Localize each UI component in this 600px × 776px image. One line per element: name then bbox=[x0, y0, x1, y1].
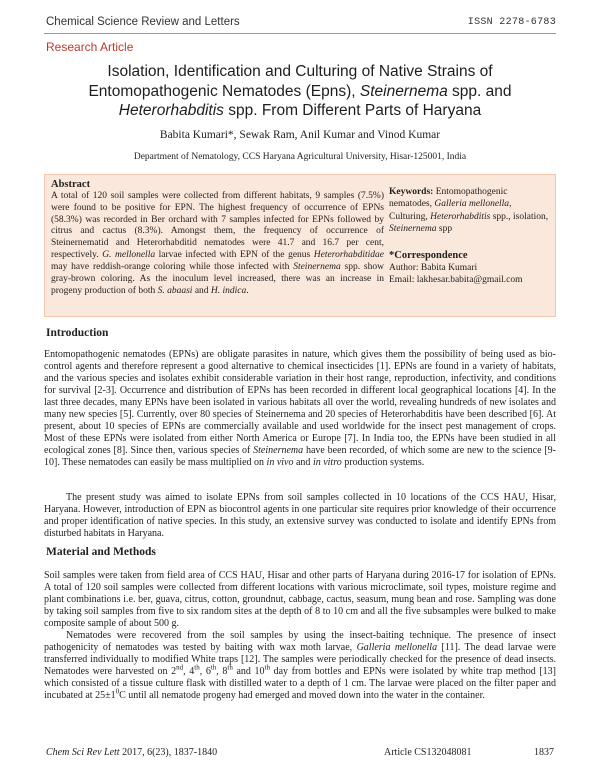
abstract-text: spp. show gray-brown coloring. As the inoculum level increased, there was an increase in progeny production of both bbox=[51, 261, 384, 296]
body-text: C until all nematode progeny had emerged and moved down into the water in the container. bbox=[119, 690, 485, 702]
authors: Babita Kumari*, Sewak Ram, Anil Kumar and Vinod Kumar bbox=[159, 129, 441, 141]
superscript: th bbox=[264, 663, 270, 672]
title-line-3 bbox=[60, 101, 540, 121]
abstract-text: . bbox=[246, 285, 249, 296]
superscript: th bbox=[210, 663, 217, 672]
page-number: 1837 bbox=[534, 747, 554, 758]
title-text: spp. From Different Parts of Haryana bbox=[223, 102, 482, 119]
issn: ISSN 2278-6783 bbox=[467, 17, 556, 28]
title-text: Entomopathogenic Nematodes (Epns), bbox=[88, 82, 360, 100]
abstract-text: and bbox=[192, 285, 211, 296]
footer-journal: Chem Sci Rev Lett bbox=[46, 747, 120, 758]
body-text: Entomopathogenic nematodes (EPNs) are obligate parasites in nature, which gives them the possibility of being used as bio-control agents and therefore represent a good alternative to chemical insecticides [1]. EPNs are found in a variety of habitats, and the various species and isolates exhibit considerable variation in their host range, reproduction, infectivity, and conditions for survival [2-3]. Occurrence and distribution of EPNs has been recorded in different local geographical locations [4]. In the last three decades, many EPNs have been isolated in various habitats all over the world, revealing hundreds of new isolates and many new species [5]. Currently, over 80 species of Steinernema and 20 species of Heterorhabditis have been described [6]. At present, about 10 species of EPNs are commercially available and used worldwide for the insect pest management of crops. Most of these EPNs were isolated from either North America or Europe [7]. In India too, the EPNs have been studied in all ecological zones [8]. Since then, various species of bbox=[44, 349, 556, 457]
footer-article-id: Article CS132048081 bbox=[384, 747, 472, 758]
introduction-paragraph-1 bbox=[44, 349, 556, 469]
superscript: th bbox=[194, 663, 200, 672]
body-text: production systems. bbox=[341, 457, 425, 469]
paper-title bbox=[60, 62, 540, 121]
title-genus: Steinernema bbox=[359, 82, 448, 100]
body-text: , 8 bbox=[216, 666, 228, 678]
correspondence-heading: *Correspondence bbox=[389, 250, 468, 261]
body-text: day from bottles and EPNs were isolated by white trap method [13] which consisted of a tissue culture flask with distilled water to a depth of 1 cm. The larvae were placed on the filter paper and incubated at 25±1 bbox=[44, 666, 556, 702]
correspondence-author: Author: Babita Kumari bbox=[389, 263, 478, 274]
methods-heading: Material and Methods bbox=[46, 546, 156, 558]
correspondence bbox=[389, 250, 554, 287]
title-line-1: Isolation, Identification and Culturing of Native Strains of bbox=[107, 63, 493, 80]
title-text: spp. and bbox=[447, 82, 512, 100]
keyword-italic: Galleria mellonella bbox=[434, 199, 510, 210]
affiliation: Department of Nematology, CCS Haryana Agricultural University, Hisar-125001, India bbox=[133, 152, 467, 162]
abstract-italic: S. abaasi bbox=[157, 285, 193, 296]
title-line-2 bbox=[60, 82, 540, 102]
body-text: , 6 bbox=[199, 666, 211, 678]
abstract-italic: Steinernema bbox=[293, 261, 341, 272]
body-text: , 4 bbox=[183, 666, 195, 678]
body-text: [11]. The dead larvae were transferred individually to modified White traps [12]. The samples were periodically checked for the presence of dead insects. Nematodes were harvested on 2 bbox=[44, 642, 556, 678]
body-text: and 10 bbox=[232, 666, 265, 678]
keywords bbox=[389, 186, 549, 235]
body-text: and bbox=[293, 457, 313, 469]
header-rule bbox=[44, 33, 556, 34]
keyword-text: spp bbox=[436, 223, 453, 234]
abstract-text: may have reddish-orange coloring while those infected with bbox=[51, 261, 294, 272]
footer-volume: 2017, 6(23), 1837-1840 bbox=[119, 747, 218, 758]
keyword-text: spp., isolation, bbox=[490, 211, 549, 222]
keyword-text: Entomopathogenic nematodes, bbox=[389, 187, 508, 210]
methods-paragraph-2 bbox=[44, 630, 556, 702]
body-text: Nematodes were recovered from the soil samples by using the insect-baiting technique. The presence of insect pathogenicity of nematodes was tested by baiting with wax moth larvae, bbox=[44, 630, 556, 654]
abstract-italic: G. mellonella bbox=[102, 250, 156, 261]
keyword-italic: Heterorhabditis bbox=[430, 211, 491, 222]
superscript: nd bbox=[176, 663, 184, 672]
body-italic: Galleria mellonella bbox=[356, 642, 438, 654]
abstract-italic: H. indica bbox=[210, 285, 247, 296]
methods-paragraph-1: Soil samples were taken from field area of CCS HAU, Hisar and other parts of Haryana during 2016-17 for isolation of EPNs. A total of 120 soil samples were collected from different locations with various microclimate, soil types, moisture regime and plant combinations i.e. ber, guava, citrus, cotton, groundnut, cabbage, cactus, seasum, mung bean and rose. Sampling was done by taking soil samples from five to six random sites at the depth of 8 to 10 cm and all the five subsamples were bulked to make composite sample of about 500 g. bbox=[44, 570, 556, 630]
correspondence-email[interactable]: Email: lakhesar.babita@gmail.com bbox=[389, 275, 523, 286]
journal-name: Chemical Science Review and Letters bbox=[46, 16, 240, 28]
abstract-heading: Abstract bbox=[51, 179, 91, 190]
abstract-text: larvae infected with EPN of the genus bbox=[155, 250, 314, 261]
superscript: 0 bbox=[115, 687, 120, 696]
body-text: have been recorded, of which some are new to the science [9-10]. These nematodes can easily be mass multiplied on bbox=[44, 445, 556, 469]
keywords-label: Keywords: bbox=[389, 187, 434, 197]
keyword-text: , Culturing, bbox=[389, 199, 512, 222]
superscript: th bbox=[227, 663, 233, 672]
introduction-heading: Introduction bbox=[46, 327, 109, 339]
abstract bbox=[51, 179, 384, 297]
abstract-text: A total of 120 soil samples were collected from different habitats, 9 samples (7.5%) were found to be positive for EPN. The highest frequency of occurrence of EPNs (58.3%) was recorded in Ber orchard with 7 samples infected for EPNs followed by citrus and cactus (8.3%). Amongst them, the frequency of occurrence of Steinernematid and Heterorhabditid nematodes were 41.7 and 16.7 per cent, respectively. bbox=[51, 190, 384, 261]
body-italic: Steinernema bbox=[253, 445, 304, 457]
body-italic: in vitro bbox=[312, 457, 342, 469]
body-italic: in vivo bbox=[266, 457, 294, 469]
introduction-paragraph-2: The present study was aimed to isolate EPNs from soil samples collected in 10 locations of the CCS HAU, Hisar, Haryana. However, introduction of EPN as biocontrol agents in one particular site requires prior knowledge of their occurrence and proper identification of native species. In this study, an extensive survey was conducted to isolate and identify EPNs from disturbed habitats in Haryana. bbox=[44, 492, 556, 540]
footer-citation bbox=[46, 747, 217, 758]
title-genus: Heterorhabditis bbox=[118, 102, 224, 119]
abstract-italic: Heterorhabditidae bbox=[313, 250, 384, 261]
keyword-italic: Steinernema bbox=[389, 223, 437, 234]
article-type: Research Article bbox=[46, 40, 134, 54]
